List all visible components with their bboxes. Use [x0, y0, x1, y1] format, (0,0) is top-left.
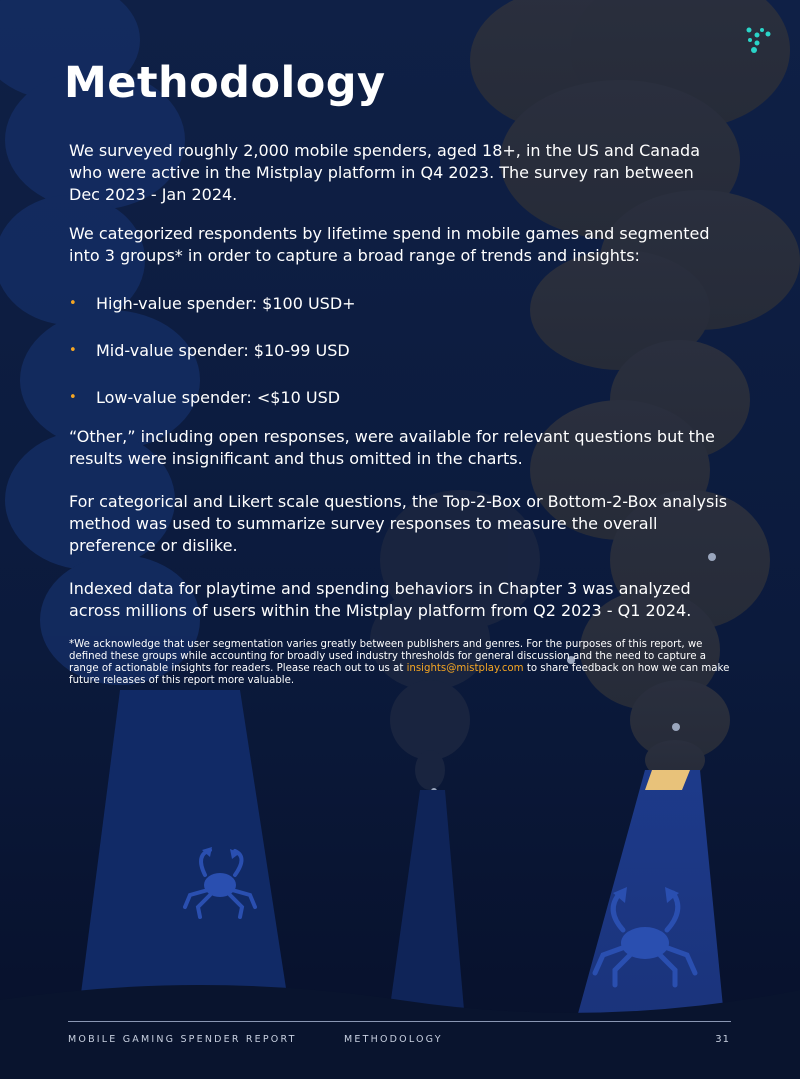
- list-item-label: Mid-value spender: $10-99 USD: [96, 341, 350, 360]
- list-item: [69, 340, 729, 362]
- page-number: 31: [715, 1034, 730, 1045]
- page-title: Methodology: [64, 58, 386, 108]
- list-item: [69, 387, 729, 409]
- indexed-data-paragraph: Indexed data for playtime and spending behaviors in Chapter 3 was analyzed across millions of users within the Mistplay platform from Q2 2023 - Q1 2024.: [69, 579, 692, 620]
- list-item-label: Low-value spender: <$10 USD: [96, 388, 341, 407]
- feedback-email-link[interactable]: insights@mistplay.com: [406, 663, 524, 674]
- other-responses-paragraph: “Other,” including open responses, were available for relevant questions but the results were insignificant and thus omitted in the charts.: [69, 427, 715, 468]
- bullet-icon: •: [69, 390, 77, 405]
- footnote-text-end: to share feedback on how we can make future releases of this report more valuable.: [69, 663, 730, 686]
- segment-list: [69, 293, 729, 409]
- footnote-text: *We acknowledge that user segmentation varies greatly between publishers and genres. For the purposes of this report, we defined these groups while accounting for broadly used industry thresholds for general discussion and the need to capture a range of actionable insights for readers. Please reach out to us at: [69, 639, 706, 674]
- bullet-icon: •: [69, 296, 77, 311]
- bullet-icon: •: [69, 343, 77, 358]
- footer-section-name: METHODOLOGY: [344, 1034, 443, 1045]
- list-item-label: High-value spender: $100 USD+: [96, 294, 356, 313]
- list-item: [69, 293, 729, 315]
- footer-report-name: MOBILE GAMING SPENDER REPORT: [68, 1034, 297, 1045]
- methodology-body: [69, 140, 729, 687]
- survey-paragraph: We surveyed roughly 2,000 mobile spenders, aged 18+, in the US and Canada who were active in the Mistplay platform in Q4 2023. The survey ran between Dec 2023 - Jan 2024.: [69, 141, 701, 204]
- footnote: [69, 639, 734, 687]
- crab-icon: [585, 885, 705, 990]
- footer-divider: [68, 1021, 731, 1022]
- analysis-method-paragraph: For categorical and Likert scale questions, the Top-2-Box or Bottom-2-Box analysis method was used to summarize survey responses to measure the overall preference or dislike.: [69, 492, 728, 555]
- segmentation-paragraph: We categorized respondents by lifetime spend in mobile games and segmented into 3 groups* in order to capture a broad range of trends and insights:: [69, 224, 710, 265]
- mistplay-dots-logo: [744, 26, 774, 54]
- crab-icon: [180, 845, 260, 920]
